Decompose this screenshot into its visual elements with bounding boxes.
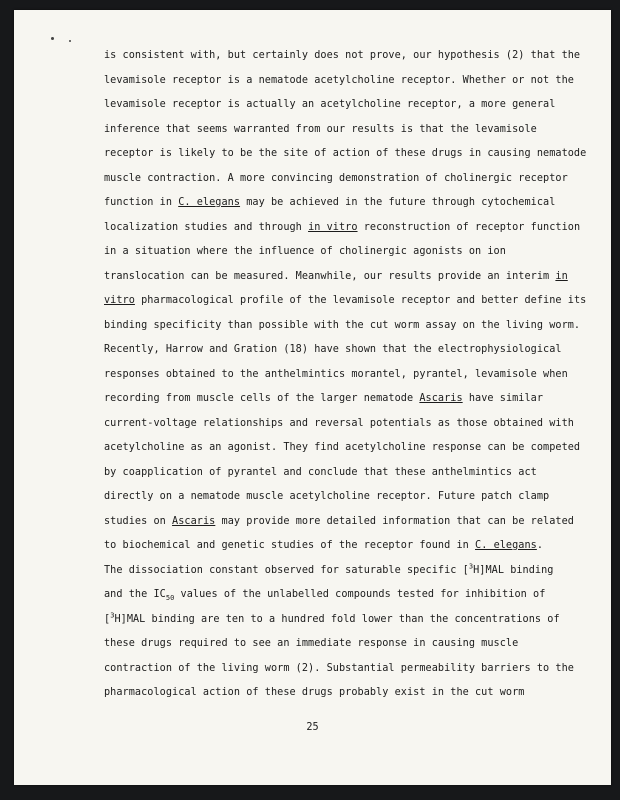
text-line: [104, 393, 543, 404]
underlined-term: in: [555, 270, 568, 282]
text-run: recording from muscle cells of the larger nematode: [104, 393, 420, 404]
text-line: [104, 320, 580, 331]
text-line: [104, 295, 586, 306]
subscript: 50: [165, 594, 175, 603]
text-line: [104, 271, 568, 282]
text-run: H]MAL binding: [473, 564, 554, 576]
text-run: muscle contraction. A more convincing demonstration of cholinergic receptor: [104, 172, 568, 184]
text-line: [104, 516, 574, 527]
text-run: values of the unlabelled compounds tested for inhibition of: [174, 589, 546, 600]
underlined-term: in vitro: [308, 221, 358, 233]
text-run: levamisole receptor is actually an acetylcholine receptor, a more general: [104, 99, 556, 110]
text-run: contraction of the living worm (2). Substantial permeability barriers to the: [104, 662, 574, 674]
speck-mark: [69, 40, 71, 42]
text-line: [104, 124, 537, 135]
text-line: [104, 173, 568, 184]
underlined-term: Ascaris: [419, 393, 463, 404]
text-line: [104, 148, 586, 159]
text-run: in a situation where the influence of cholinergic agonists on ion: [104, 246, 506, 257]
text-run: reconstruction of receptor function: [357, 221, 581, 233]
text-run: these drugs required to see an immediate response in causing muscle: [104, 638, 519, 649]
text-line: [104, 344, 562, 355]
text-run: current-voltage relationships and reversal potentials as those obtained with: [104, 417, 574, 429]
text-line: [104, 75, 574, 86]
text-run: [: [104, 613, 111, 625]
text-run: responses obtained to the anthelmintics morantel, pyrantel, levamisole when: [104, 368, 568, 380]
text-run: receptor is likely to be the site of action of these drugs in causing nematode: [104, 148, 587, 159]
text-run: acetylcholine as an agonist. They find acetylcholine response can be competed: [104, 442, 581, 453]
text-line: [104, 467, 537, 478]
superscript: 3: [468, 562, 474, 571]
text-run: have similar: [462, 393, 544, 404]
text-run: studies on: [104, 515, 173, 527]
text-run: may be achieved in the future through cytochemical: [240, 197, 556, 208]
text-run: The dissociation constant observed for saturable specific [: [104, 564, 469, 576]
text-run: binding specificity than possible with the cut worm assay on the living worm.: [104, 319, 581, 331]
underlined-term: Ascaris: [172, 515, 216, 527]
text-run: H]MAL binding are ten to a hundred fold lower than the concentrations of: [114, 613, 560, 625]
underlined-term: vitro: [104, 295, 135, 306]
text-line: [104, 442, 580, 453]
underlined-term: C. elegans: [178, 197, 241, 208]
text-line: [104, 562, 554, 576]
text-line: [104, 418, 574, 429]
text-run: Recently, Harrow and Gration (18) have shown that the electrophysiological: [104, 344, 562, 355]
text-run: localization studies and through: [104, 221, 309, 233]
superscript: 3: [110, 611, 115, 620]
text-run: is consistent with, but certainly does not prove, our hypothesis (2) that the: [104, 50, 581, 61]
text-line: [104, 369, 568, 380]
text-run: by coapplication of pyrantel and conclude that these anthelmintics act: [104, 466, 537, 478]
text-line: [104, 611, 560, 625]
text-run: translocation can be measured. Meanwhile, our results provide an interim: [104, 270, 556, 282]
speck-mark: [51, 37, 54, 40]
text-line: [104, 50, 580, 61]
text-run: pharmacological profile of the levamisole receptor and better define its: [134, 295, 587, 306]
text-line: [104, 663, 574, 674]
text-line: [104, 222, 580, 233]
text-run: pharmacological action of these drugs probably exist in the cut worm: [104, 687, 525, 698]
text-line: [104, 540, 543, 551]
document-page: [14, 10, 611, 785]
text-line: [104, 491, 549, 502]
text-line: [104, 687, 524, 698]
text-run: to biochemical and genetic studies of the receptor found in: [104, 540, 476, 551]
text-line: [104, 197, 555, 208]
text-run: .: [536, 540, 544, 551]
text-run: directly on a nematode muscle acetylcholine receptor. Future patch clamp: [104, 491, 550, 502]
text-run: may provide more detailed information that can be related: [215, 515, 574, 527]
text-run: inference that seems warranted from our results is that the levamisole: [104, 123, 537, 135]
text-run: function in: [104, 197, 179, 208]
text-line: [104, 99, 555, 110]
text-line: [104, 638, 518, 649]
text-run: levamisole receptor is a nematode acetylcholine receptor. Whether or not the: [104, 74, 574, 86]
text-line: [104, 589, 546, 603]
text-run: and the IC: [104, 589, 166, 600]
text-line: [104, 246, 506, 257]
page-number: 25: [306, 722, 319, 733]
underlined-term: C. elegans: [475, 540, 537, 551]
